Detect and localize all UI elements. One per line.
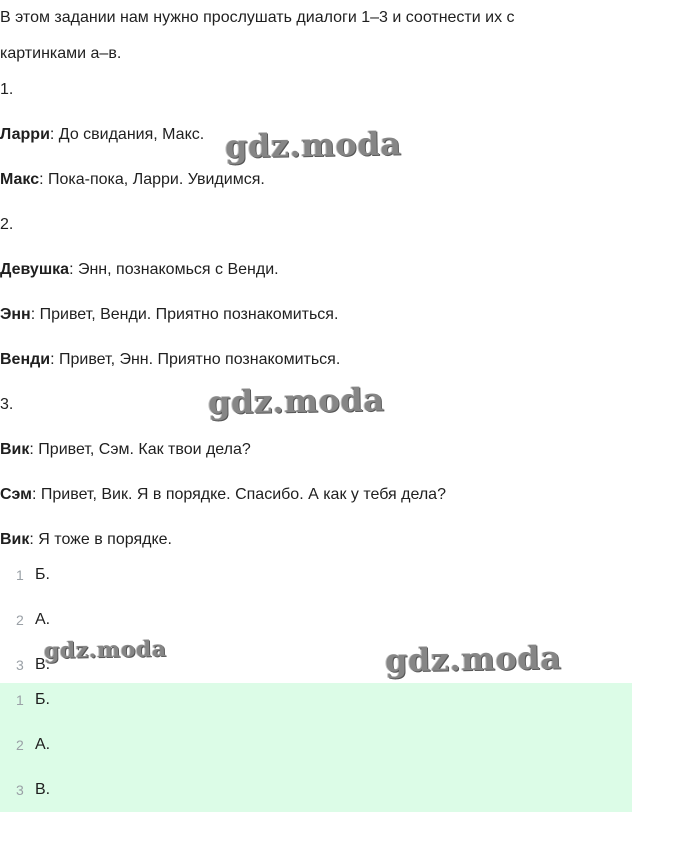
- replica: : Привет, Венди. Приятно познакомиться.: [30, 306, 339, 323]
- replica: : Привет, Энн. Приятно познакомиться.: [50, 351, 341, 368]
- replica: : Энн, познакомься с Венди.: [69, 261, 279, 278]
- speaker: Венди: [0, 351, 51, 368]
- dialogue-3-line-1: [0, 439, 251, 461]
- speaker: Девушка: [0, 261, 70, 278]
- speaker: Ларри: [0, 126, 50, 143]
- answer-value: Б.: [35, 691, 50, 708]
- replica: : До свидания, Макс.: [49, 126, 205, 143]
- answer-item: [0, 734, 632, 779]
- speaker: Вик: [0, 531, 30, 548]
- answer-item: [0, 564, 632, 609]
- dialogue-1-line-1: [0, 124, 204, 146]
- answer-value: А.: [35, 736, 51, 753]
- answer-item: [0, 689, 632, 734]
- replica: : Привет, Сэм. Как твои дела?: [29, 441, 251, 458]
- speaker: Макс: [0, 171, 40, 188]
- answer-item: [0, 779, 632, 811]
- answer-index: 1: [16, 567, 24, 583]
- answer-value: В.: [35, 781, 51, 798]
- answer-list: [0, 564, 632, 699]
- watermark-logo: gdz.moda: [43, 635, 167, 665]
- watermark-logo: gdz.moda: [384, 638, 562, 680]
- answer-index: 3: [16, 782, 24, 798]
- intro-line-1: В этом задании нам нужно прослушать диалоги 1–3 и соотнести их с: [0, 9, 515, 26]
- answer-index: 2: [16, 612, 24, 628]
- answer-index: 1: [16, 692, 24, 708]
- speaker: Вик: [0, 441, 30, 458]
- answer-value: Б.: [35, 566, 50, 583]
- replica: : Привет, Вик. Я в порядке. Спасибо. А как у тебя дела?: [32, 486, 446, 503]
- dialogue-2-line-3: [0, 349, 340, 371]
- watermark-logo: gdz.moda: [224, 124, 402, 166]
- intro-line-2: картинками а–в.: [0, 45, 122, 62]
- speaker: Энн: [0, 306, 31, 323]
- speaker: Сэм: [0, 486, 33, 503]
- highlighted-answer-list: [0, 683, 632, 812]
- dialogue-3-line-3: [0, 529, 172, 551]
- dialogue-1-number: 1.: [0, 81, 14, 98]
- dialogue-3-number: 3.: [0, 396, 14, 413]
- answer-value: А.: [35, 611, 51, 628]
- dialogue-1-line-2: [0, 169, 265, 191]
- dialogue-2-line-2: [0, 304, 338, 326]
- watermark-logo: gdz.moda: [207, 380, 385, 422]
- answer-index: 3: [16, 657, 24, 673]
- answer-value: В.: [35, 656, 51, 673]
- replica: : Пока-пока, Ларри. Увидимся.: [39, 171, 265, 188]
- dialogue-2-number: 2.: [0, 216, 14, 233]
- dialogue-2-line-1: [0, 259, 279, 281]
- answer-index: 2: [16, 737, 24, 753]
- dialogue-3-line-2: [0, 484, 446, 506]
- replica: : Я тоже в порядке.: [29, 531, 172, 548]
